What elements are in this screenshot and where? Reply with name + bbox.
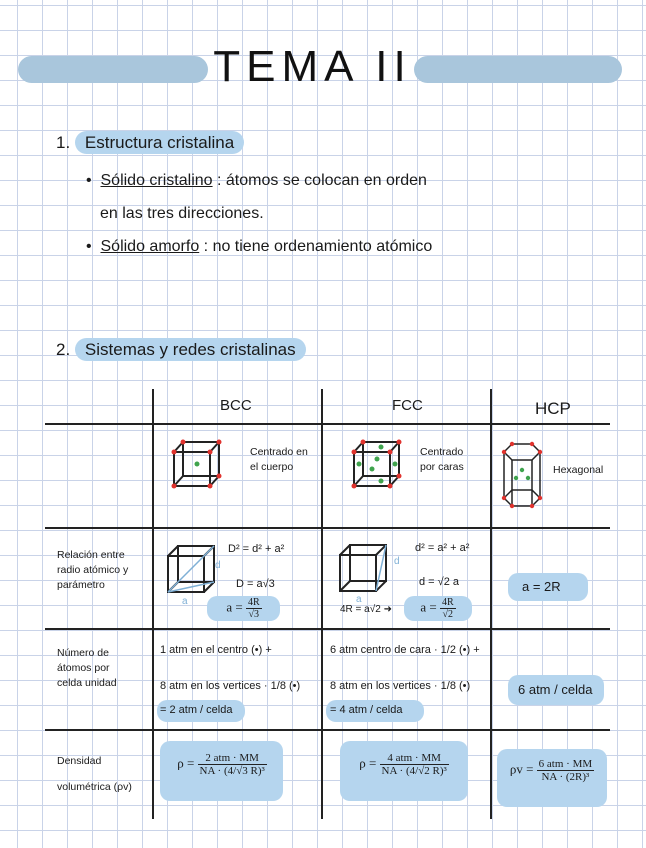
fcc-eq1: d² = a² + a² <box>415 542 470 554</box>
bcc-atoms-line1: 1 atm en el centro (•) + <box>160 644 272 656</box>
atom-red <box>208 450 213 455</box>
atom-red <box>217 474 222 479</box>
hcp-top-hexagon <box>504 444 540 460</box>
atom-red <box>397 474 402 479</box>
row-label-relation: Relación entre radio atómico y parámetro <box>57 549 129 591</box>
bcc-atoms-line2: 8 atm en los vertices · 1/8 (•) <box>160 680 301 692</box>
atom-red <box>352 450 357 455</box>
fcc-eq3-prefix: 4R = a√2 ➜ <box>340 604 392 615</box>
bcc-diagonal-diagram <box>164 544 226 602</box>
bcc-density-lhs: ρ = <box>177 755 195 771</box>
bullet-dot: • <box>86 238 97 255</box>
bcc-eq2: D = a√3 <box>236 578 275 590</box>
fcc-atoms-line1: 6 atm centro de cara · 1/2 (•) + <box>330 644 480 656</box>
atom-red <box>388 450 393 455</box>
body-diagonal <box>168 546 214 592</box>
bcc-density-formula <box>163 752 281 777</box>
section2-title: Sistemas y redes cristalinas <box>75 338 306 361</box>
atom-green <box>370 467 375 472</box>
bullet2-text: : no tiene ordenamiento atómico <box>203 238 433 255</box>
bcc-result-formula <box>212 597 276 620</box>
bcc-label-d: d <box>215 560 221 571</box>
bcc-density-frac <box>198 752 267 777</box>
section1-heading <box>56 133 244 153</box>
bcc-eq1: D² = d² + a² <box>228 543 285 555</box>
hcp-atoms-result: 6 atm / celda <box>518 682 593 697</box>
table-vline-2 <box>321 389 323 819</box>
atom-red <box>510 442 514 446</box>
bullet-dot: • <box>86 172 97 189</box>
fcc-cube-diagram <box>350 440 410 490</box>
atom-green <box>526 476 530 480</box>
bullet1-term: Sólido cristalino <box>100 172 213 189</box>
table-vline-1 <box>152 389 154 819</box>
hcp-density-lhs: ρv = <box>509 761 534 777</box>
atom-red <box>352 484 357 489</box>
table-hline-2 <box>45 527 610 529</box>
atom-red <box>510 504 514 508</box>
atom-red <box>172 450 177 455</box>
hcp-relation: a = 2R <box>522 579 561 594</box>
col-header-hcp: HCP <box>535 399 571 418</box>
hcp-prism-diagram <box>500 440 550 510</box>
bullet1-text: : átomos se colocan en orden <box>217 172 427 189</box>
atom-green <box>379 479 384 484</box>
fcc-structure-label: Centrado por caras <box>420 446 464 473</box>
table-hline-1 <box>45 423 610 425</box>
atom-red <box>208 484 213 489</box>
atom-red <box>502 496 506 500</box>
atom-red <box>172 484 177 489</box>
table-hline-4 <box>45 729 610 731</box>
bcc-result-num: 4R <box>247 597 260 608</box>
title-bar-right <box>414 56 622 83</box>
atom-red <box>388 484 393 489</box>
fcc-density-frac <box>380 752 449 777</box>
fcc-atoms-line2: 8 atm en los vertices · 1/8 (•) <box>330 680 471 692</box>
atom-green <box>375 457 380 462</box>
bcc-result-frac <box>246 597 262 620</box>
fcc-density-lhs: ρ = <box>359 755 377 771</box>
fcc-density-formula <box>344 752 464 777</box>
cube-edge <box>340 545 350 555</box>
atom-green <box>520 468 524 472</box>
atom-green <box>379 445 384 450</box>
fcc-eq2: d = √2 a <box>419 576 459 588</box>
row-label-density: Densidad volumétrica (ρv) <box>57 755 132 793</box>
bullet-1 <box>86 172 427 190</box>
bcc-result-lhs: a = <box>226 599 243 615</box>
section2-heading <box>56 340 306 360</box>
face-diagonal <box>376 545 386 591</box>
hcp-density-num: 6 atm · MM <box>538 758 593 770</box>
table-hline-3 <box>45 628 610 630</box>
atom-red <box>538 450 542 454</box>
atom-red <box>217 440 222 445</box>
bcc-density-num: 2 atm · MM <box>198 752 267 765</box>
fcc-result-den: √2 <box>442 609 454 620</box>
atom-green <box>514 476 518 480</box>
hcp-bottom-hexagon <box>504 490 540 506</box>
cube-edge <box>340 581 350 591</box>
title-bar-left <box>18 56 208 83</box>
section2-number: 2. <box>56 340 71 359</box>
hcp-density-formula <box>499 758 605 783</box>
face-diagonal <box>168 582 214 592</box>
row-label-atoms: Número de átomos por celda unidad <box>57 647 117 689</box>
fcc-density-den: NA · (4/√2 R)³ <box>381 765 447 777</box>
fcc-result-num: 4R <box>441 597 454 608</box>
bcc-density-den: NA · (4/√3 R)³ <box>199 765 265 777</box>
fcc-result-lhs: a = <box>420 599 437 615</box>
hcp-density-frac <box>537 758 594 783</box>
col-header-fcc: FCC <box>392 397 423 414</box>
hcp-density-den: NA · (2R)³ <box>541 771 590 783</box>
fcc-label-a: a <box>356 594 362 605</box>
hcp-structure-label: Hexagonal <box>553 464 604 476</box>
table-vline-3 <box>490 389 492 819</box>
atom-red <box>538 496 542 500</box>
bcc-structure-label: Centrado en el cuerpo <box>250 446 308 473</box>
atom-red <box>530 504 534 508</box>
atom-red <box>397 440 402 445</box>
fcc-density-num: 4 atm · MM <box>380 752 449 765</box>
bcc-result-den: √3 <box>248 609 260 620</box>
section1-title: Estructura cristalina <box>75 131 244 154</box>
fcc-atoms-result: = 4 atm / celda <box>330 704 403 716</box>
bcc-atoms-result: = 2 atm / celda <box>160 704 233 716</box>
bullet2-term: Sólido amorfo <box>100 238 200 255</box>
bcc-label-a: a <box>182 596 188 607</box>
cube-edge <box>168 546 178 556</box>
section1-number: 1. <box>56 133 71 152</box>
atom-red <box>361 440 366 445</box>
bcc-cube-diagram <box>170 440 230 490</box>
atom-green <box>393 462 398 467</box>
bullet-1-continued: en las tres direcciones. <box>100 205 264 222</box>
page-title: TEMA II <box>213 42 412 91</box>
atom-green <box>357 462 362 467</box>
fcc-result-frac <box>440 597 456 620</box>
fcc-diagonal-diagram <box>336 543 398 601</box>
atom-green <box>195 462 200 467</box>
bullet-2 <box>86 238 432 256</box>
atom-red <box>530 442 534 446</box>
fcc-label-d: d <box>394 556 400 567</box>
col-header-bcc: BCC <box>220 397 252 414</box>
fcc-result-formula <box>407 597 469 620</box>
atom-red <box>181 440 186 445</box>
atom-red <box>502 450 506 454</box>
